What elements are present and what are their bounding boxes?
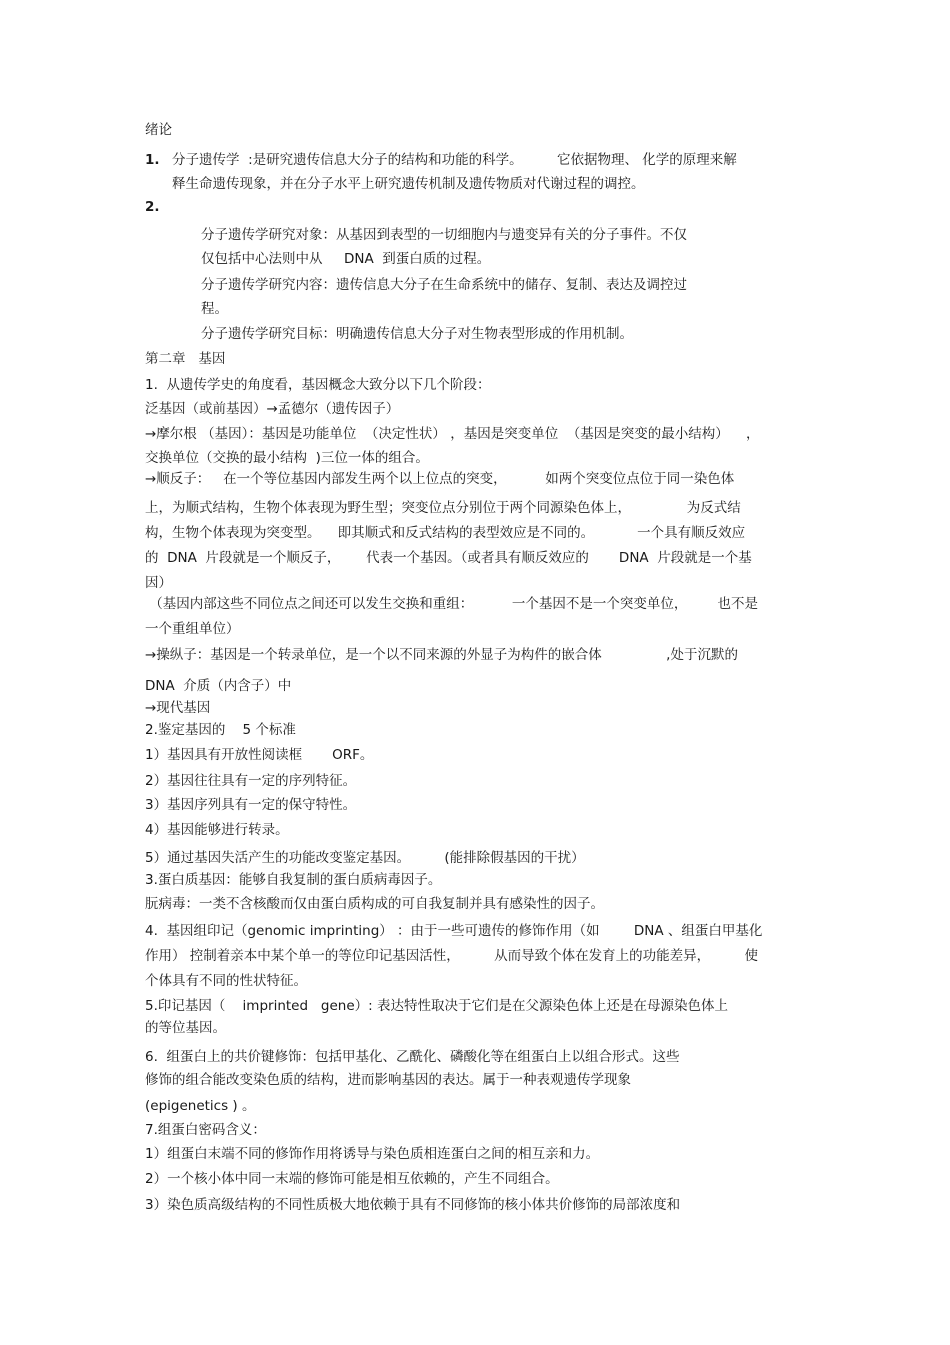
chapter2-line: 2.鉴定基因的 5 个标准 bbox=[145, 722, 296, 738]
intro-item1-line: 释生命遗传现象，并在分子水平上研究遗传机制及遗传物质对代谢过程的调控。 bbox=[172, 176, 645, 192]
chapter2-line: 2）基因往往具有一定的序列特征。 bbox=[145, 773, 357, 789]
chapter2-line: 1）基因具有开放性阅读框 ORF。 bbox=[145, 747, 374, 763]
intro-item1-number: 1. bbox=[145, 152, 160, 168]
chapter2-line: 5.印记基因（ imprinted gene）: 表达特性取决于它们是在父源染色体上还是在母源染色体上 bbox=[145, 998, 728, 1014]
chapter2-heading: 第二章 基因 bbox=[145, 351, 226, 367]
chapter2-line: 的 DNA 片段就是一个顺反子， 代表一个基因。（或者具有顺反效应的 DNA 片段就是一个基 bbox=[145, 550, 752, 566]
chapter2-line: 6. 组蛋白上的共价键修饰：包括甲基化、乙酰化、磷酸化等在组蛋白上以组合形式。这些 bbox=[145, 1049, 680, 1065]
intro-item2-line: 分子遗传学研究对象：从基因到表型的一切细胞内与遗变异有关的分子事件。不仅 bbox=[201, 227, 687, 243]
chapter2-line: 朊病毒：一类不含核酸而仅由蛋白质构成的可自我复制并具有感染性的因子。 bbox=[145, 896, 604, 912]
chapter2-line: 因） bbox=[145, 575, 172, 591]
chapter2-line: （基因内部这些不同位点之间还可以发生交换和重组： 一个基因不是一个突变单位， 也不是 bbox=[145, 596, 758, 612]
chapter2-line: 3.蛋白质基因：能够自我复制的蛋白质病毒因子。 bbox=[145, 872, 442, 888]
chapter2-line: 修饰的组合能改变染色质的结构，进而影响基因的表达。属于一种表观遗传学现象 bbox=[145, 1072, 631, 1088]
chapter2-line: 5）通过基因失活产生的功能改变鉴定基因。 (能排除假基因的干扰） bbox=[145, 850, 585, 866]
chapter2-line: 3）基因序列具有一定的保守特性。 bbox=[145, 797, 357, 813]
chapter2-line: 2）一个核小体中同一末端的修饰可能是相互依赖的，产生不同组合。 bbox=[145, 1171, 559, 1187]
intro-item2-line: 分子遗传学研究目标：明确遗传信息大分子对生物表型形成的作用机制。 bbox=[201, 326, 633, 342]
intro-item2-line: 分子遗传学研究内容：遗传信息大分子在生命系统中的储存、复制、表达及调控过 bbox=[201, 277, 687, 293]
chapter2-line: 1）组蛋白末端不同的修饰作用将诱导与染色质相连蛋白之间的相互亲和力。 bbox=[145, 1146, 600, 1162]
chapter2-line: 一个重组单位） bbox=[145, 621, 240, 637]
chapter2-line: 构，生物个体表现为突变型。 即其顺式和反式结构的表型效应是不同的。 一个具有顺反效应 bbox=[145, 525, 746, 541]
chapter2-line: 7.组蛋白密码含义： bbox=[145, 1122, 266, 1138]
intro-item1-line: 分子遗传学 :是研究遗传信息大分子的结构和功能的科学。 它依据物理、 化学的原理来解 bbox=[172, 152, 737, 168]
chapter2-line: 的等位基因。 bbox=[145, 1020, 226, 1036]
chapter2-line: 3）染色质高级结构的不同性质极大地依赖于具有不同修饰的核小体共价修饰的局部浓度和 bbox=[145, 1197, 681, 1213]
chapter2-line: 作用） 控制着亲本中某个单一的等位印记基因活性， 从而导致个体在发育上的功能差异， 使 bbox=[145, 948, 758, 964]
chapter2-line: →摩尔根 （基因）：基因是功能单位 （决定性状） ，基因是突变单位 （基因是突变的最小结构） ， bbox=[145, 426, 760, 442]
chapter2-line: 交换单位（交换的最小结构 )三位一体的组合。 bbox=[145, 450, 429, 466]
intro-item2-number: 2. bbox=[145, 199, 160, 215]
chapter2-line: (epigenetics ) 。 bbox=[145, 1098, 256, 1114]
chapter2-line: →现代基因 bbox=[145, 700, 211, 716]
chapter2-line: →操纵子：基因是一个转录单位，是一个以不同来源的外显子为构件的嵌合体 ,处于沉默的 bbox=[145, 647, 738, 663]
chapter2-line: 1. 从遗传学史的角度看，基因概念大致分以下几个阶段： bbox=[145, 377, 491, 393]
intro-heading: 绪论 bbox=[145, 122, 172, 138]
chapter2-line: 4. 基因组印记（genomic imprinting） ：由于一些可遗传的修饰作用（如 DNA 、组蛋白甲基化 bbox=[145, 923, 763, 939]
intro-item2-line: 程。 bbox=[201, 301, 228, 317]
chapter2-line: 泛基因（或前基因）→孟德尔（遗传因子） bbox=[145, 401, 400, 417]
chapter2-line: 个体具有不同的性状特征。 bbox=[145, 973, 307, 989]
chapter2-line: DNA 介质（内含子）中 bbox=[145, 678, 292, 694]
chapter2-line: 上，为顺式结构，生物个体表现为野生型；突变位点分别位于两个同源染色体上， 为反式结 bbox=[145, 500, 741, 516]
intro-item2-line: 仅包括中心法则中从 DNA 到蛋白质的过程。 bbox=[201, 251, 491, 267]
chapter2-line: 4）基因能够进行转录。 bbox=[145, 822, 289, 838]
chapter2-line: →顺反子： 在一个等位基因内部发生两个以上位点的突变， 如两个突变位点位于同一染色体 bbox=[145, 471, 735, 487]
